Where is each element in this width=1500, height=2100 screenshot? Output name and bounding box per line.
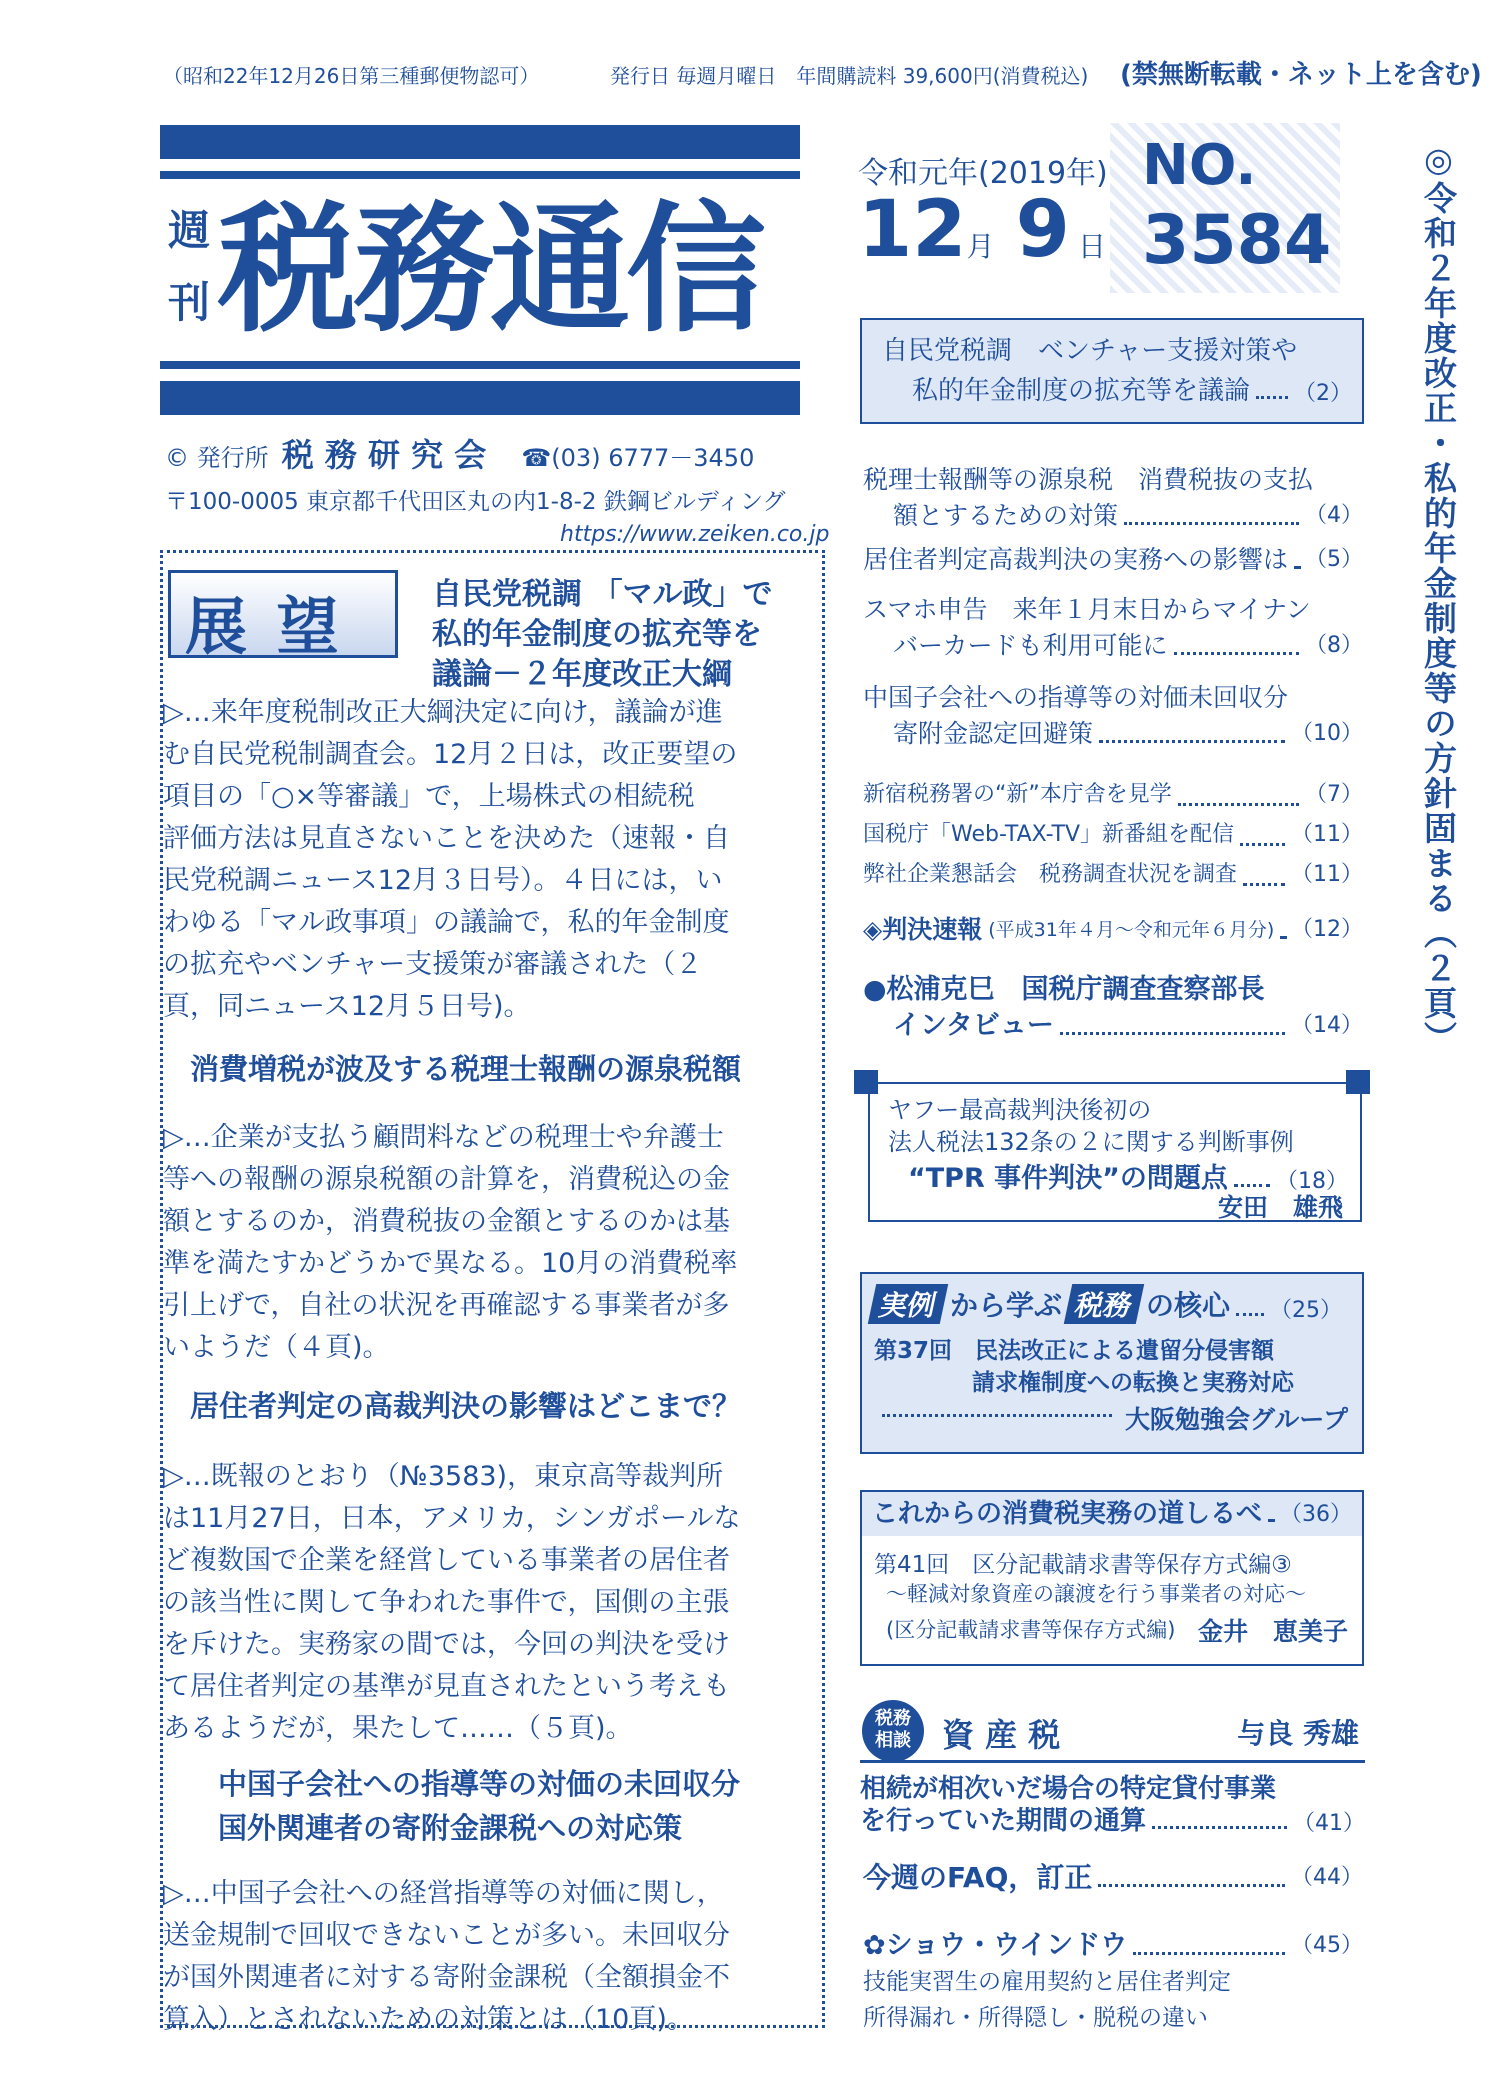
masthead-logo xyxy=(160,125,800,415)
issue-info: 発行日 毎週月曜日 年間購読料 39,600円(消費税込) xyxy=(610,64,1089,88)
soudan-badge: 税務 相談 xyxy=(862,1700,924,1762)
tenbo-paragraph: ▷…企業が支払う顧問料などの税理士や弁護士 等への報酬の源泉税額の計算を，消費税込の金 額とするのか，消費税抜の金額とするのかは基 準を満たすかどうかで異なる。10月の消費税率 引上げで，自社の状況を再確認する事業者が多 いようだ（４頁)。 xyxy=(163,1122,738,1363)
toc-item[interactable]: 税理士報酬等の源泉税 消費税抜の支払 額とするための対策 （4） xyxy=(863,465,1363,530)
toc-item[interactable]: 国税庁「Web-TAX-TV」新番組を配信 （11） xyxy=(863,822,1363,847)
toc-small-list xyxy=(863,775,1363,895)
shohizei-series-box[interactable]: これからの消費税実務の道しるべ （36） 第41回 区分記載請求書等保存方式編③ ～軽減対象資産の譲渡を行う事業者の対応～ (区分記載請求書等保存方式編) 金井 恵美子 xyxy=(860,1490,1364,1666)
toc-ruling[interactable]: ◈判決速報 (平成31年４月～令和元年６月分) （12） xyxy=(863,915,1363,944)
tenbo-headline: 自民党税調 「マル政」で 私的年金制度の拡充等を 議論－２年度改正大綱 xyxy=(432,577,773,692)
featured-article[interactable]: 自民党税調 ベンチャー支援対策や 私的年金制度の拡充等を議論 （2） xyxy=(860,318,1364,424)
toc-item[interactable]: 新宿税務署の“新”本庁舎を見学 （7） xyxy=(863,782,1363,807)
section-heading: 消費増税が波及する税理士報酬の源泉税額 xyxy=(190,1052,742,1086)
tenbo-paragraph: ▷…既報のとおり（№3583)，東京高等裁判所 は11月27日，日本，アメリカ，シンガポールな ど複数国で企業を経営している事業者の居住者 の該当性に関して争われた事件で，国側の主張 を斥けた。実務家の間では，今回の判決を受け て居住者判定の基準が見直されたという考えも あるようだが，果たして……（５頁)。 xyxy=(163,1461,741,1744)
jitsurei-series-box[interactable]: 実例 から学ぶ 税務 の核心 （25） 第37回 民法改正による遺留分侵害額 請求権制度への転換と実務対応 大阪勉強会グループ xyxy=(860,1272,1364,1454)
side-banner: ◎令和２年度改正・私的年金制度等の方針固まる（２頁） xyxy=(1419,140,1458,1056)
permit-text: （昭和22年12月26日第三種郵便物認可） xyxy=(163,64,540,88)
section-heading: 居住者判定の高裁判決の影響はどこまで？ xyxy=(190,1389,742,1423)
tenbo-paragraph: ▷…中国子会社への経営指導等の対価に関し， 送金規制で回収できないことが多い。未回収分 が国外関連者に対する寄附金課税（全額損金不 算入）とされないための対策とは（10頁)。 xyxy=(163,1878,730,2035)
toc-interview[interactable]: ●松浦克巳 国税庁調査査察部長 インタビュー （14） xyxy=(863,974,1363,1041)
toc-item[interactable]: スマホ申告 来年１月末日からマイナン バーカードも利用可能に （8） xyxy=(863,595,1363,660)
toc-show-window[interactable]: ✿ショウ・ウインドウ （45） 技能実習生の雇用契約と居住者判定 所得漏れ・所得隠し・脱税の違い xyxy=(863,1930,1363,2031)
weekly-label: 週刊 xyxy=(167,206,210,327)
section-heading: 中国子会社への指導等の対価の未回収分 国外関連者の寄附金課税への対応策 xyxy=(218,1767,741,1845)
toc-faq[interactable]: 今週のFAQ，訂正 （44） xyxy=(863,1861,1363,1894)
toc-item[interactable]: 中国子会社への指導等の対価未回収分 寄附金認定回避策 （10） xyxy=(863,683,1363,748)
issue-date: 12月 9 日 xyxy=(858,185,1106,275)
publication-title: 税務通信 xyxy=(218,189,763,352)
rights-notice: (禁無断転載・ネット上を含む) xyxy=(1120,60,1482,90)
toc-item[interactable]: 居住者判定高裁判決の実務への影響は （5） xyxy=(863,545,1363,574)
era-date: 令和元年(2019年) xyxy=(858,156,1108,191)
address: 〒100-0005 東京都千代田区丸の内1-8-2 鉄鋼ビルディング xyxy=(165,489,786,515)
tenbo-paragraph: ▷…来年度税制改正大綱決定に向け，議論が進 む自民党税制調査会。12月２日は，改正要望の 項目の「○×等審議」で，上場株式の相続税 評価方法は見直さないことを決めた（速報・自 民党税調ニュース12月３日号）。４日には，い わゆる「マル政事項」の議論で，私的年金制度 の拡充やベンチャー支援策が審議された（２ 頁，同ニュース12月５日号)。 xyxy=(163,697,738,1022)
website-link[interactable]: https://www.zeiken.co.jp xyxy=(560,522,830,547)
toc-item[interactable]: 弊社企業懇話会 税務調査状況を調査 （11） xyxy=(863,862,1363,887)
publisher-line: © 発行所 税 務 研 究 会 ☎(03) 6777－3450 xyxy=(165,436,755,474)
toc-soudan[interactable]: 税務 相談 資 産 税 与良 秀雄 相続が相次いだ場合の特定貸付事業 を行っていた期間の通算 （41） xyxy=(860,1700,1365,1830)
tpr-article-box[interactable]: ヤフー最高裁判決後初の 法人税法132条の２に関する判断事例 “TPR 事件判決”の問題点 （18） 安田 雄飛 xyxy=(848,1070,1368,1230)
tenbo-badge: 展 望 xyxy=(168,570,398,658)
issue-number: NO. 3584 xyxy=(1110,123,1340,293)
